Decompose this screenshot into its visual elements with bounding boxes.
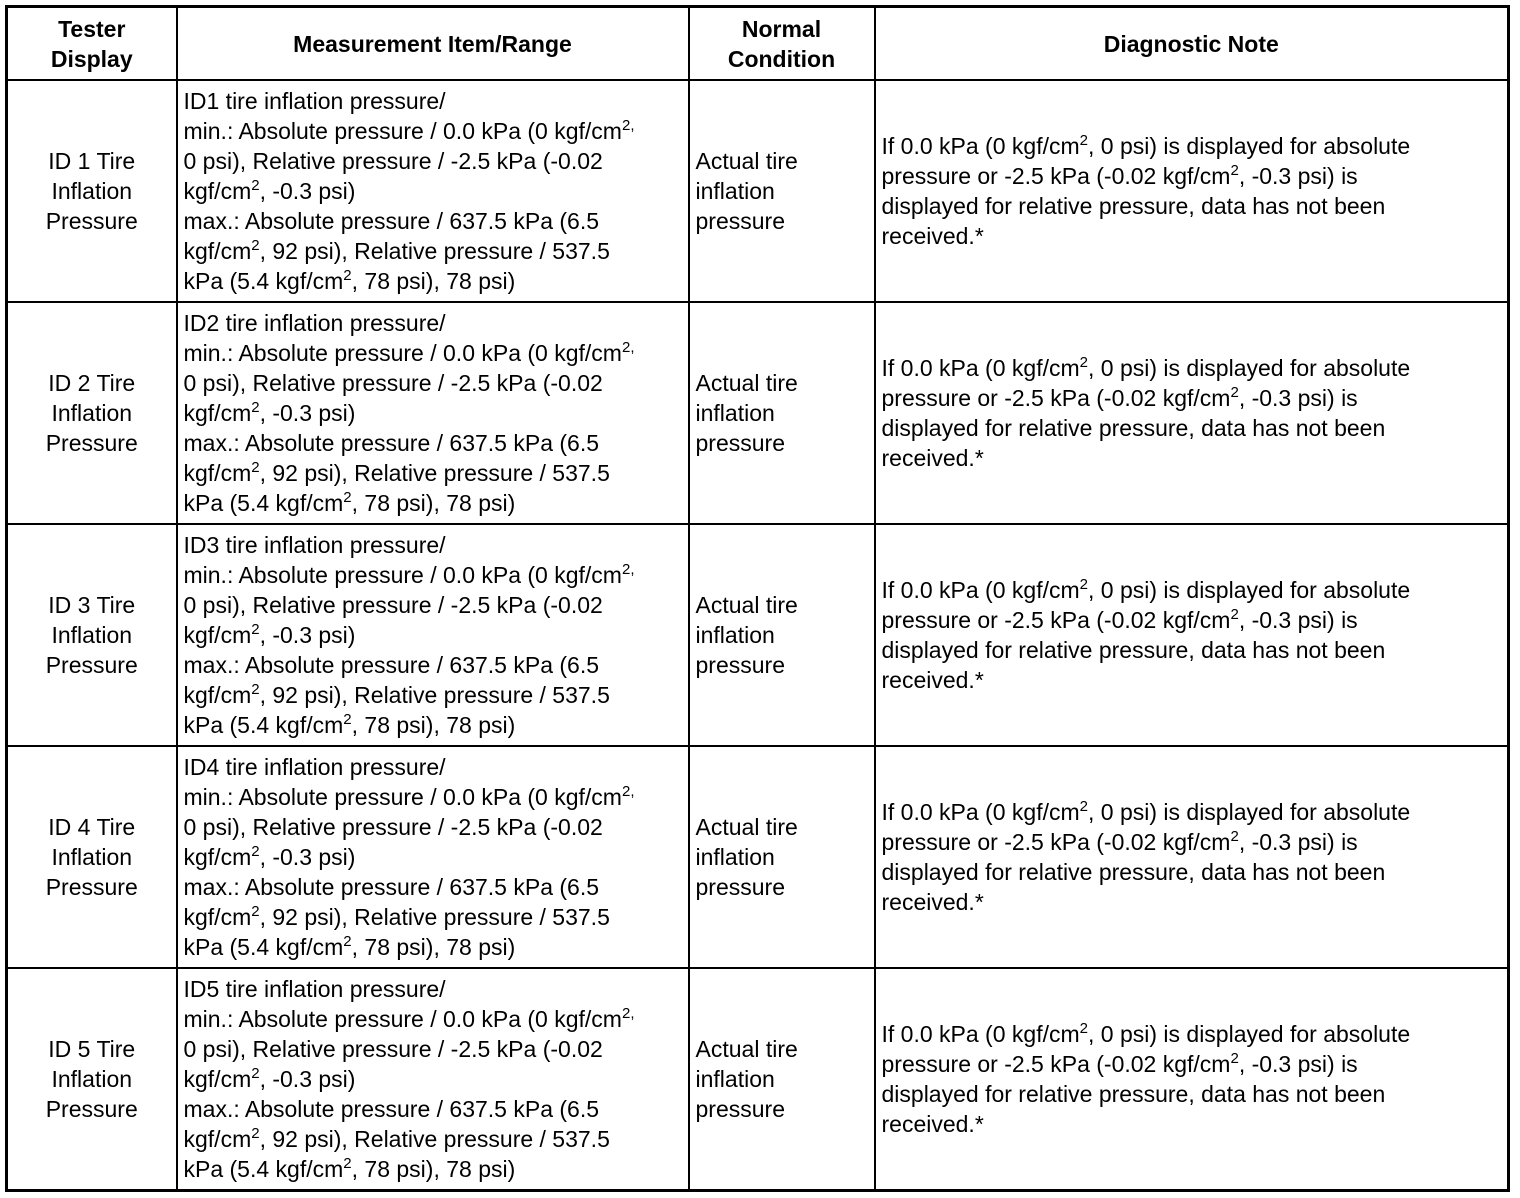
header-normal-condition: Normal Condition <box>689 7 875 81</box>
normal-condition-cell: Actual tire inflation pressure <box>689 524 875 746</box>
header-diagnostic-note: Diagnostic Note <box>875 7 1509 81</box>
normal-condition-cell: Actual tire inflation pressure <box>689 746 875 968</box>
normal-condition-cell: Actual tire inflation pressure <box>689 968 875 1191</box>
diagnostic-note-cell: If 0.0 kPa (0 kgf/$cm^2$, 0 psi) is displayed for absolute pressure or -2.5 kPa (-0.02 kgf/$cm^2$, -0.3 psi) is displayed for relative pressure, data has not been received.* <box>875 968 1509 1191</box>
diagnostic-note-cell: If 0.0 kPa (0 kgf/$cm^2$, 0 psi) is displayed for absolute pressure or -2.5 kPa (-0.02 kgf/$cm^2$, -0.3 psi) is displayed for relative pressure, data has not been received.* <box>875 746 1509 968</box>
diagnostic-note-cell: If 0.0 kPa (0 kgf/$cm^2$, 0 psi) is displayed for absolute pressure or -2.5 kPa (-0.02 kgf/$cm^2$, -0.3 psi) is displayed for relative pressure, data has not been received.* <box>875 524 1509 746</box>
diagnostic-note-cell: If 0.0 kPa (0 kgf/$cm^2$, 0 psi) is displayed for absolute pressure or -2.5 kPa (-0.02 kgf/$cm^2$, -0.3 psi) is displayed for relative pressure, data has not been received.* <box>875 302 1509 524</box>
table-row <box>7 524 1509 746</box>
table-row <box>7 80 1509 302</box>
tester-display-cell: ID 2 Tire Inflation Pressure <box>7 302 177 524</box>
header-tester-display: Tester Display <box>7 7 177 81</box>
table-row <box>7 302 1509 524</box>
measurement-cell: ID3 tire inflation pressure/ min.: Absolute pressure / 0.0 kPa (0 kgf/$cm^{2,}$ 0 psi), Relative pressure / -2.5 kPa (-0.02 kgf/$cm^2$, -0.3 psi) max.: Absolute pressure / 637.5 kPa (6.5 kgf/$cm^2$, 92 psi), Relative pressure / 537.5 kPa (5.4 kgf/$cm^2$, 78 psi), 78 psi) <box>177 524 689 746</box>
measurement-cell: ID2 tire inflation pressure/ min.: Absolute pressure / 0.0 kPa (0 kgf/$cm^{2,}$ 0 psi), Relative pressure / -2.5 kPa (-0.02 kgf/$cm^2$, -0.3 psi) max.: Absolute pressure / 637.5 kPa (6.5 kgf/$cm^2$, 92 psi), Relative pressure / 537.5 kPa (5.4 kgf/$cm^2$, 78 psi), 78 psi) <box>177 302 689 524</box>
tester-display-cell: ID 5 Tire Inflation Pressure <box>7 968 177 1191</box>
tester-display-cell: ID 1 Tire Inflation Pressure <box>7 80 177 302</box>
tester-display-cell: ID 4 Tire Inflation Pressure <box>7 746 177 968</box>
header-measurement: Measurement Item/Range <box>177 7 689 81</box>
normal-condition-cell: Actual tire inflation pressure <box>689 80 875 302</box>
measurement-cell: ID5 tire inflation pressure/ min.: Absolute pressure / 0.0 kPa (0 kgf/$cm^{2,}$ 0 psi), Relative pressure / -2.5 kPa (-0.02 kgf/$cm^2$, -0.3 psi) max.: Absolute pressure / 637.5 kPa (6.5 kgf/$cm^2$, 92 psi), Relative pressure / 537.5 kPa (5.4 kgf/$cm^2$, 78 psi), 78 psi) <box>177 968 689 1191</box>
tester-data-table <box>5 5 1510 1192</box>
table-row <box>7 968 1509 1191</box>
table-row <box>7 746 1509 968</box>
diagnostic-note-cell: If 0.0 kPa (0 kgf/$cm^2$, 0 psi) is displayed for absolute pressure or -2.5 kPa (-0.02 kgf/$cm^2$, -0.3 psi) is displayed for relative pressure, data has not been received.* <box>875 80 1509 302</box>
measurement-cell: ID4 tire inflation pressure/ min.: Absolute pressure / 0.0 kPa (0 kgf/$cm^{2,}$ 0 psi), Relative pressure / -2.5 kPa (-0.02 kgf/$cm^2$, -0.3 psi) max.: Absolute pressure / 637.5 kPa (6.5 kgf/$cm^2$, 92 psi), Relative pressure / 537.5 kPa (5.4 kgf/$cm^2$, 78 psi), 78 psi) <box>177 746 689 968</box>
tester-display-cell: ID 3 Tire Inflation Pressure <box>7 524 177 746</box>
measurement-cell: ID1 tire inflation pressure/ min.: Absolute pressure / 0.0 kPa (0 kgf/$cm^{2,}$ 0 psi), Relative pressure / -2.5 kPa (-0.02 kgf/$cm^2$, -0.3 psi) max.: Absolute pressure / 637.5 kPa (6.5 kgf/$cm^2$, 92 psi), Relative pressure / 537.5 kPa (5.4 kgf/$cm^2$, 78 psi), 78 psi) <box>177 80 689 302</box>
header-row <box>7 7 1509 81</box>
normal-condition-cell: Actual tire inflation pressure <box>689 302 875 524</box>
